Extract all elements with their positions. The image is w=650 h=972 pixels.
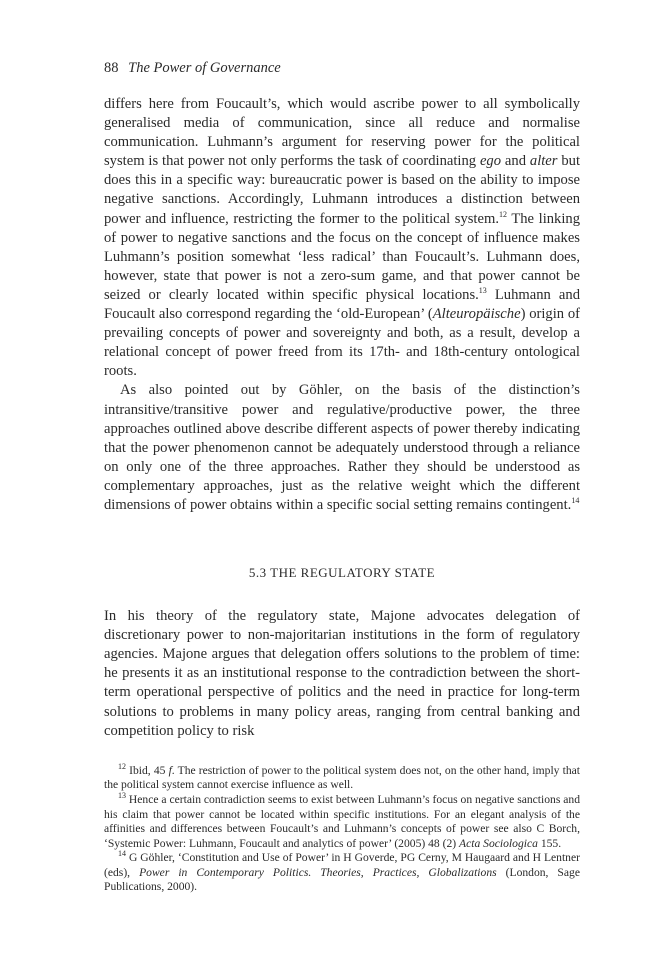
footnote-number: 13 — [118, 791, 126, 801]
p1-text-6: ) origin of prevailing concepts of power and sovereignty and both, as a result, develop a relational concept of power freed from its 17th- and 18th-century ontological roots. — [104, 306, 580, 380]
footnote-text: G Göhler, ‘Constitution and Use of Power’ in H Goverde, PG Cerny, M Haugaard and H Lentner (eds), — [104, 851, 580, 879]
p1-text-2: and — [501, 153, 530, 170]
p2-text-1: As also pointed out by Göhler, on the basis of the distinction’s intransitive/transitive power and regulative/productive power, the three approaches outlined above describe different aspects of power thereby indicating that the power phenomenon cannot be adequately understood through a reliance on only one of the three approaches. Rather they should be understood as complementary approaches, just as the relative weight which the different dimensions of power obtains within a specific social setting remains contingent. — [104, 382, 580, 513]
p1-text-1: differs here from Foucault’s, which would ascribe power to all symbolically generalised media of communication, since all reduce and normalise communication. Luhmann’s argument for reserving power for the political system is that power not only performs the task of coordinating — [104, 96, 580, 170]
running-title: The Power of Governance — [128, 60, 281, 76]
body-paragraph-3: In his theory of the regulatory state, Majone advocates delegation of discretionary power to non-majoritarian institutions in the form of regulatory agencies. Majone argues that delegation offers solutions to the problem of time: he presents it as an institutional response to the contradiction between the short-term operational perspective of politics and the need in practice for long-term solutions to problems in many policy areas, ranging from central banking and competition policy to risk — [104, 608, 580, 739]
footnote-ref-13: 13 — [478, 286, 487, 296]
footnote-12 — [104, 761, 580, 793]
p1-text-4: The linking of power to negative sanctions and the focus on the concept of influence makes Luhmann’s position somewhat ‘less radical’ than Foucault’s. Luhmann does, however, state that power is not a zero-sum game, and that power cannot be seized or clearly located within specific physical locations. — [104, 210, 580, 303]
page-number: 88 — [104, 60, 119, 76]
footnote-italic: Acta Sociologica — [459, 836, 538, 850]
footnote-ref-14: 14 — [571, 496, 580, 506]
footnote-number: 12 — [118, 761, 126, 771]
p1-italic-alter: alter — [529, 153, 558, 170]
body-paragraph-1 — [104, 95, 580, 381]
footnote-text: Hence a certain contradiction seems to exist between Luhmann’s focus on negative sanctions and his claim that power cannot be located within specific institutions. For an elegant analysis of the affinities and differences between Foucault’s and Luhmann’s concepts of power see also C Borch, ‘Systemic Power: Luhmann, Foucault and analytics of power’ (2005) 48 (2) — [104, 792, 580, 850]
p1-italic-alteuropaische: Alteuropäische — [432, 306, 521, 323]
footnote-14 — [104, 851, 580, 895]
footnotes — [104, 761, 580, 895]
section-heading: 5.3 THE REGULATORY STATE — [248, 565, 436, 581]
footnote-ref-12: 12 — [498, 209, 507, 219]
footnote-13 — [104, 793, 580, 851]
body-paragraph-2 — [104, 381, 580, 515]
p1-text-3: but does this in a specific way: bureaucratic power is based on the ability to impose negative sanctions. Accordingly, Luhmann introduces a distinction between power and influence, restricting the former to the political system. — [104, 153, 581, 227]
p1-italic-ego: ego — [479, 153, 502, 170]
book-page — [104, 60, 580, 895]
footnote-number: 14 — [118, 849, 126, 859]
running-head — [104, 60, 580, 77]
footnote-text: 155. — [537, 836, 562, 850]
footnote-italic: Power in Contemporary Politics. Theories, Practices, Globalizations — [139, 865, 497, 879]
footnote-text: . The restriction of power to the political system does not, on the other hand, imply that the political system cannot exercise influence as well. — [104, 763, 580, 792]
p1-text-5: Luhmann and Foucault also correspond regarding the ‘old-European’ ( — [104, 286, 580, 323]
footnote-text: (London, Sage Publications, 2000). — [104, 865, 580, 894]
footnote-text: Ibid, 45 — [126, 763, 169, 777]
footnote-italic: f — [168, 763, 172, 777]
